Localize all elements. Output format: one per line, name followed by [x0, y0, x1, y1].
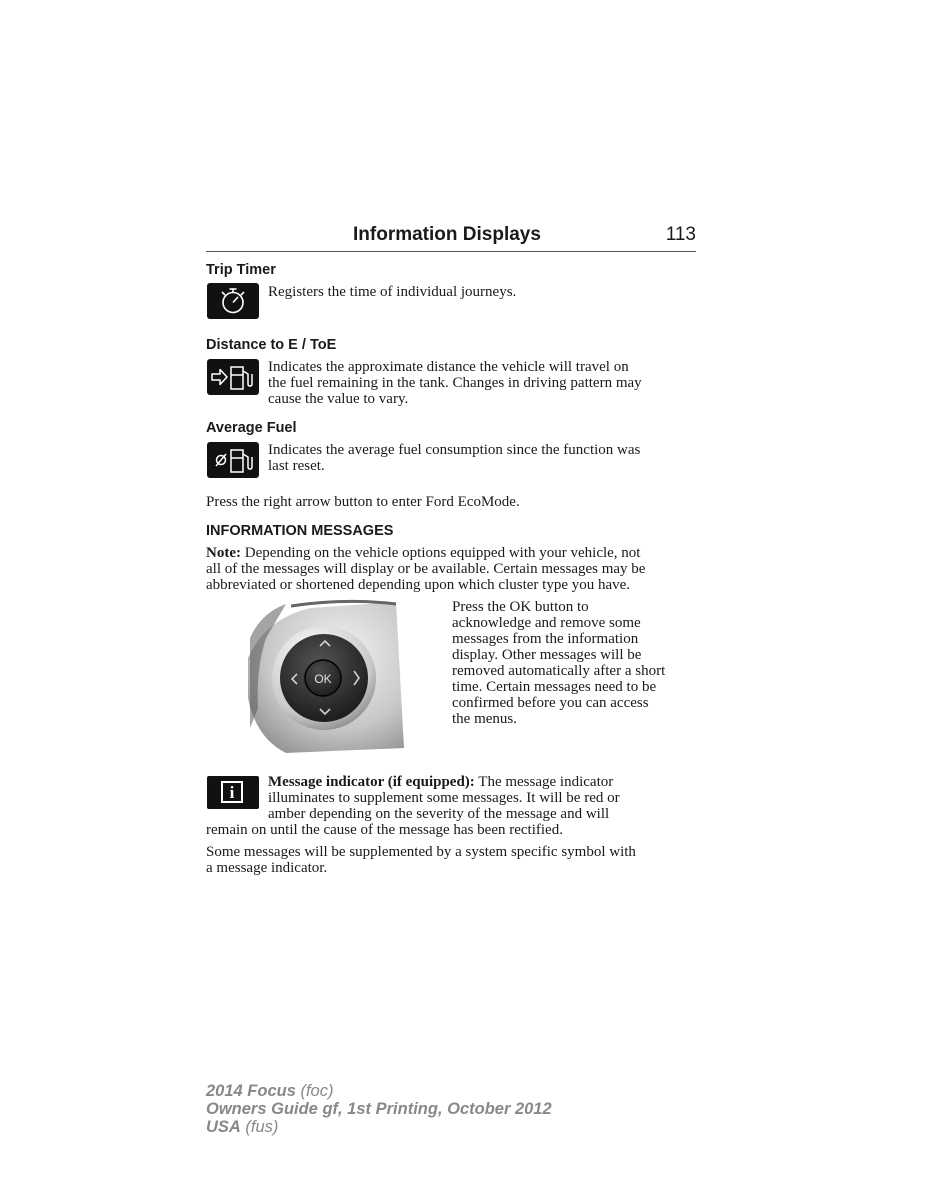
text-line: Indicates the approximate distance the vehicle will travel on: [268, 359, 629, 375]
text-line: confirmed before you can access: [452, 695, 649, 711]
message-indicator-text: [268, 774, 620, 822]
note-label: Note:: [206, 545, 241, 561]
average-fuel-description: [268, 442, 640, 474]
footer-line: [206, 1118, 552, 1136]
distance-to-empty-heading: Distance to E / ToE: [206, 337, 337, 353]
text-line: the fuel remaining in the tank. Changes in driving pattern may: [268, 375, 642, 391]
indicator-line: The message indicator: [474, 774, 614, 790]
text-line: acknowledge and remove some: [452, 615, 641, 631]
average-fuel-icon: [207, 442, 259, 478]
average-fuel-heading: Average Fuel: [206, 420, 297, 436]
footer-edition: Owners Guide gf, 1st Printing, October 2012: [206, 1100, 552, 1118]
page-number: 113: [665, 224, 696, 245]
information-icon: [207, 776, 259, 809]
footer-line: [206, 1100, 552, 1118]
text-line: messages from the information: [452, 631, 639, 647]
footer-market-code: (fus): [240, 1118, 279, 1136]
page-footer: [206, 1082, 552, 1136]
text-line: display. Other messages will be: [452, 647, 642, 663]
note-paragraph: [206, 545, 645, 593]
information-messages-heading: INFORMATION MESSAGES: [206, 523, 394, 539]
system-symbol-paragraph: [206, 844, 636, 876]
footer-market: USA: [206, 1118, 241, 1136]
message-indicator-label: Message indicator (if equipped):: [268, 774, 475, 790]
text-line: [268, 774, 620, 790]
text-line: Some messages will be supplemented by a system specific symbol with: [206, 844, 636, 860]
text-line: amber depending on the severity of the message and will: [268, 806, 610, 822]
text-line: cause the value to vary.: [268, 391, 409, 407]
text-line: Press the OK button to: [452, 599, 589, 615]
ecomode-instruction: Press the right arrow button to enter Ford EcoMode.: [206, 494, 520, 510]
information-icon-glyph: i: [229, 783, 235, 802]
wheel-ok-label: OK: [314, 672, 332, 686]
text-line: removed automatically after a short: [452, 663, 666, 679]
text-line: all of the messages will display or be available. Certain messages may be: [206, 561, 646, 577]
message-indicator-text-continued: remain on until the cause of the message has been rectified.: [206, 822, 563, 838]
trip-timer-heading: Trip Timer: [206, 262, 276, 278]
steering-wheel-ok-button-image: [246, 598, 406, 756]
distance-to-empty-icon: [207, 359, 259, 395]
footer-model: 2014 Focus: [206, 1082, 296, 1100]
distance-to-empty-description: [268, 359, 642, 407]
text-line: [206, 545, 645, 561]
section-title: Information Displays: [353, 224, 541, 245]
ok-button-description: [452, 599, 665, 727]
stopwatch-icon: [207, 283, 259, 319]
note-line: Depending on the vehicle options equipped with your vehicle, not: [240, 545, 641, 561]
text-line: abbreviated or shortened depending upon which cluster type you have.: [206, 577, 631, 593]
text-line: illuminates to supplement some messages. It will be red or: [268, 790, 620, 806]
text-line: last reset.: [268, 458, 325, 474]
text-line: the menus.: [452, 711, 517, 727]
text-line: Indicates the average fuel consumption since the function was: [268, 442, 641, 458]
trip-timer-description: Registers the time of individual journeys.: [268, 284, 517, 300]
text-line: a message indicator.: [206, 860, 328, 876]
footer-line: [206, 1082, 552, 1100]
footer-model-code: (foc): [295, 1082, 334, 1100]
information-icon-frame: [221, 781, 243, 803]
page-header: [206, 223, 696, 252]
text-line: time. Certain messages need to be: [452, 679, 657, 695]
